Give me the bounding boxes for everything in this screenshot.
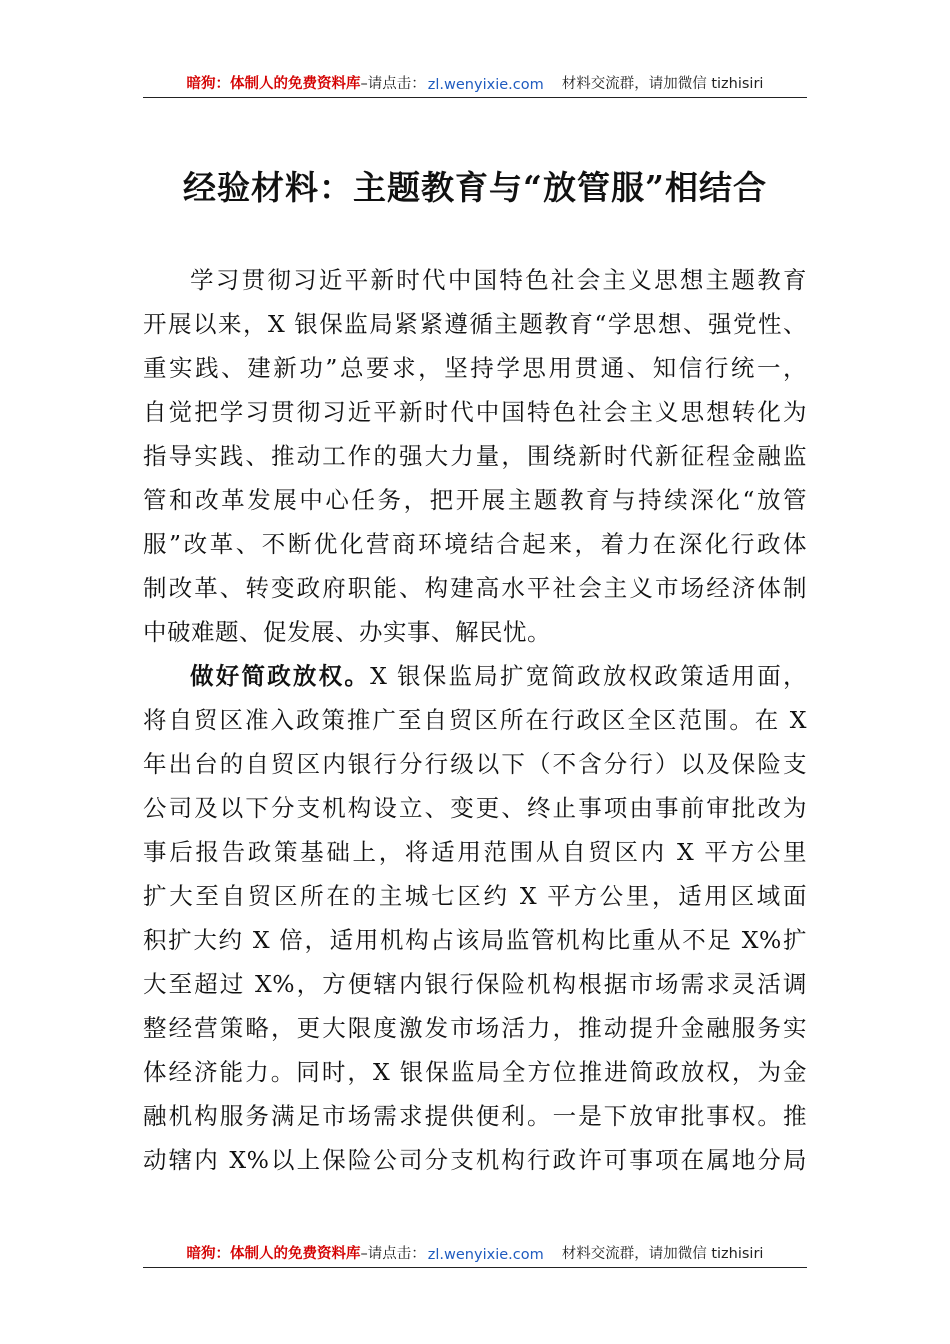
paragraph-line: 大至超过 X%，方便辖内银行保险机构根据市场需求灵活调 (143, 970, 807, 998)
banner-site-name: 暗狗：体制人的免费资料库 (186, 1246, 361, 1262)
banner-click-text: –请点击： (360, 76, 426, 92)
paragraph-line: 年出台的自贸区内银行分行级以下（不含分行）以及保险支 (143, 750, 807, 778)
banner-site-name: 暗狗：体制人的免费资料库 (186, 76, 361, 92)
paragraph-line: 管和改革发展中心任务，把开展主题教育与持续深化“放管 (143, 486, 807, 514)
banner-contact: 材料交流群，请加微信 tizhisiri (561, 1246, 764, 1262)
paragraph-text: X 银保监局扩宽简政放权政策适用面， (370, 662, 808, 690)
banner-click-text: –请点击： (360, 1246, 426, 1262)
paragraph-line: 开展以来，X 银保监局紧紧遵循主题教育“学思想、强党性、 (143, 310, 807, 338)
document-body (143, 258, 807, 1182)
paragraph-line: 重实践、建新功”总要求，坚持学思用贯通、知信行统一， (143, 354, 807, 382)
paragraph-line: 指导实践、推动工作的强大力量，围绕新时代新征程金融监 (143, 442, 807, 470)
banner-url-link[interactable]: zl.wenyixie.com (427, 1247, 544, 1263)
paragraph-line (143, 654, 807, 698)
paragraph-line: 积扩大约 X 倍，适用机构占该局监管机构比重从不足 X%扩 (143, 926, 807, 954)
paragraph-line: 事后报告政策基础上，将适用范围从自贸区内 X 平方公里 (143, 838, 807, 866)
banner-url-link[interactable]: zl.wenyixie.com (427, 77, 544, 93)
paragraph-line: 公司及以下分支机构设立、变更、终止事项由事前审批改为 (143, 794, 807, 822)
paragraph-line: 动辖内 X%以上保险公司分支机构行政许可事项在属地分局 (143, 1146, 807, 1174)
paragraph-line: 自觉把学习贯彻习近平新时代中国特色社会主义思想转化为 (143, 398, 807, 426)
footer-banner (143, 1228, 807, 1268)
document-title: 经验材料：主题教育与“放管服”相结合 (183, 168, 767, 207)
paragraph-line: 制改革、转变政府职能、构建高水平社会主义市场经济体制 (143, 574, 807, 602)
section-lead-heading: 做好简政放权。 (190, 662, 371, 690)
header-banner (143, 58, 807, 98)
paragraph-line: 体经济能力。同时，X 银保监局全方位推进简政放权，为金 (143, 1058, 807, 1086)
banner-contact: 材料交流群，请加微信 tizhisiri (561, 76, 764, 92)
paragraph-line: 中破难题、促发展、办实事、解民忧。 (143, 618, 551, 646)
paragraph-line: 将自贸区准入政策推广至自贸区所在行政区全区范围。在 X (143, 706, 807, 734)
paragraph-line: 服”改革、不断优化营商环境结合起来，着力在深化行政体 (143, 530, 807, 558)
paragraph-line: 学习贯彻习近平新时代中国特色社会主义思想主题教育 (190, 266, 807, 294)
paragraph-line: 融机构服务满足市场需求提供便利。一是下放审批事权。推 (143, 1102, 807, 1130)
paragraph-line: 整经营策略，更大限度激发市场活力，推动提升金融服务实 (143, 1014, 807, 1042)
paragraph-line: 扩大至自贸区所在的主城七区约 X 平方公里，适用区域面 (143, 882, 807, 910)
